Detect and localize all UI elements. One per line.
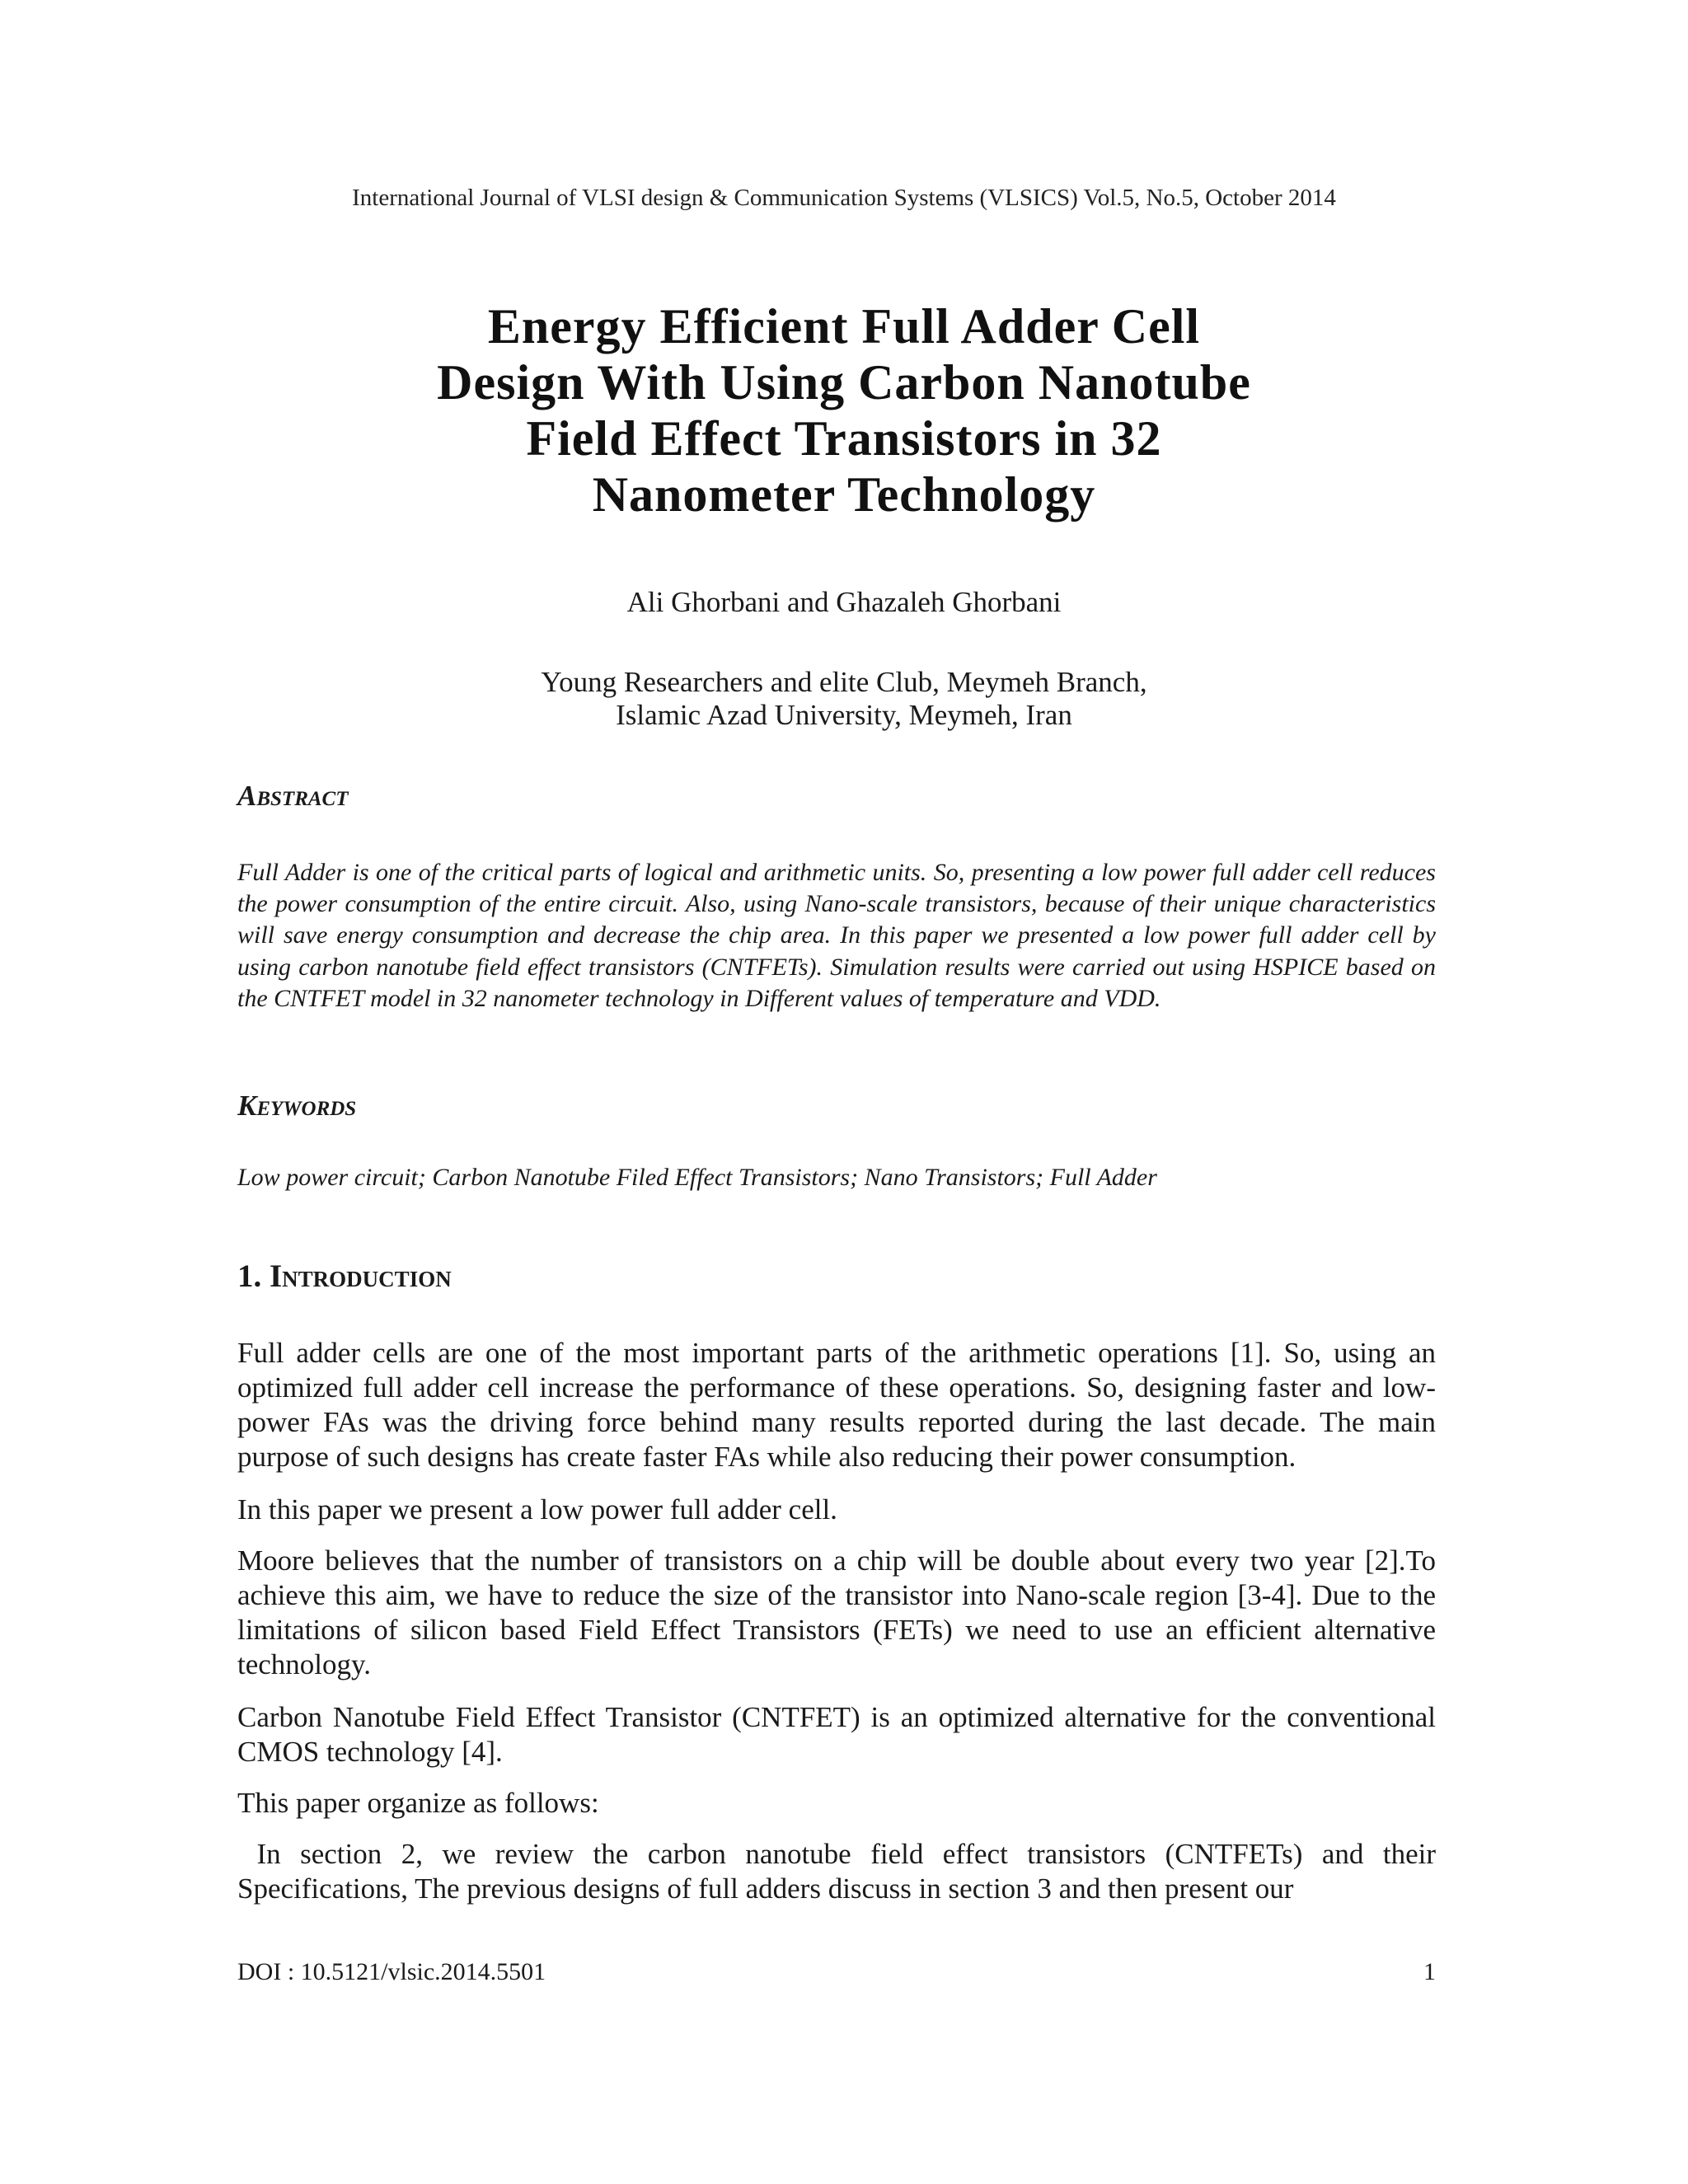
doi-footer: DOI : 10.5121/vlsic.2014.5501 [237,1958,546,1985]
affiliation [0,666,1688,732]
abstract-text: Full Adder is one of the critical parts of logical and arithmetic units. So, presenting a low power full adder cell reduces the power consumption of the entire circuit. Also, using Nano-scale transistors, because of their unique characteristics will save energy consumption and decrease the chip area. In this paper we presented a low power full adder cell by using carbon nanotube field effect transistors (CNTFETs). Simulation results were carried out using HSPICE based on the CNTFET model in 32 nanometer technology in Different values of temperature and VDD. [237,859,1436,1012]
intro-paragraph: This paper organize as follows: [237,1787,599,1819]
intro-paragraph: Carbon Nanotube Field Effect Transistor (CNTFET) is an optimized alternative for the conventional CMOS technology [4]. [237,1701,1436,1768]
intro-paragraph: In this paper we present a low power full adder cell. [237,1493,837,1526]
title-line: Nanometer Technology [592,467,1096,522]
introduction-heading [237,1258,452,1296]
page-number: 1 [1423,1958,1436,1985]
title-line: Energy Efficient Full Adder Cell [487,299,1201,354]
keywords-text: Low power circuit; Carbon Nanotube Filed Effect Transistors; Nano Transistors; Full Adder [237,1164,1157,1191]
section-title: Introduction [270,1258,452,1294]
title-line: Design With Using Carbon Nanotube [437,355,1251,410]
intro-paragraph: In section 2, we review the carbon nanotube field effect transistors (CNTFETs) and their Specifications, The previous designs of full adders discuss in section 3 and then present our [237,1838,1443,1905]
title-line: Field Effect Transistors in 32 [526,411,1162,466]
intro-paragraph: Full adder cells are one of the most important parts of the arithmetic operations [1]. So, using an optimized full adder cell increase the performance of these operations. So, designing faster and low-power FAs was the driving force behind many results reported during the last decade. The main purpose of such designs has create faster FAs while also reducing their power consumption. [237,1337,1436,1473]
affiliation-line: Islamic Azad University, Meymeh, Iran [616,699,1072,731]
abstract-heading: Abstract [237,780,349,812]
paper-title [185,298,1503,523]
section-number: 1. [237,1258,262,1294]
running-header: International Journal of VLSI design & Communication Systems (VLSICS) Vol.5, No.5, October 2014 [352,185,1336,211]
keywords-heading: Keywords [237,1090,357,1122]
intro-paragraph: Moore believes that the number of transistors on a chip will be double about every two year [2].To achieve this aim, we have to reduce the size of the transistor into Nano-scale region [3-4]. Due to the limitations of silicon based Field Effect Transistors (FETs) we need to use an efficient alternative technology. [237,1544,1436,1680]
affiliation-line: Young Researchers and elite Club, Meymeh Branch, [541,666,1147,698]
authors: Ali Ghorbani and Ghazaleh Ghorbani [626,586,1062,618]
